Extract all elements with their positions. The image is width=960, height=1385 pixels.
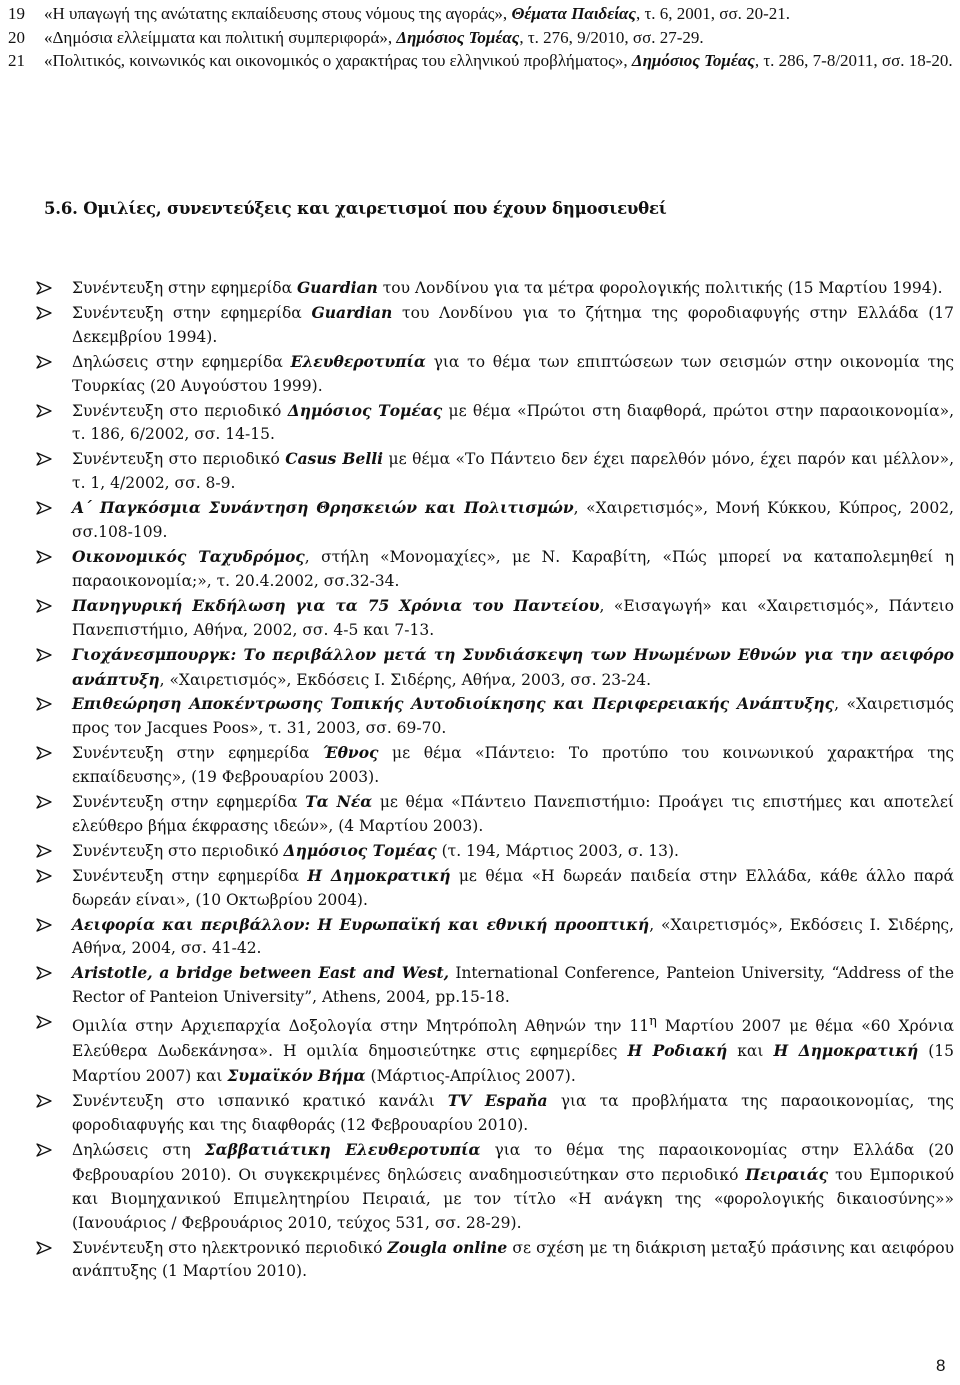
emphasis-text: Αειφορία και περιβάλλον: Η Ευρωπαϊκή και εθνική προοπτική bbox=[72, 914, 650, 934]
body-text: Συνέντευξη στο περιοδικό bbox=[72, 450, 286, 469]
arrow-bullet-icon bbox=[36, 404, 52, 418]
journal-title: Δημόσιος Τομέας bbox=[631, 51, 755, 70]
emphasis-text: Aristotle, a bridge between East and West, bbox=[72, 963, 450, 983]
footnote-text: , τ. 6, 2001, σσ. 20-21. bbox=[635, 4, 791, 23]
arrow-bullet-icon bbox=[36, 746, 52, 760]
body-text: Μαρτίου 2007 με θέμα «60 Χρόνια Ελεύθερα Δωδεκάνησα». Η ομιλία δημοσιεύτηκε στις εφημερίδες bbox=[72, 1017, 954, 1061]
emphasis-text: Συμαϊκόν Βήμα bbox=[227, 1066, 366, 1086]
emphasis-text: Zougla online bbox=[387, 1237, 508, 1257]
footnotes bbox=[8, 2, 953, 73]
body-text: Συνέντευξη στην εφημερίδα bbox=[72, 279, 298, 297]
journal-title: Δημόσιος Τομέας bbox=[396, 27, 520, 47]
footnote-text: «Πολιτικός, κοινωνικός και οικονομικός ο χαρακτήρας του ελληνικού προβλήματος», bbox=[44, 51, 632, 70]
arrow-bullet-icon bbox=[36, 1094, 52, 1108]
footnote-number: 19 bbox=[8, 4, 25, 23]
body-text: για το θέμα της παραοικονομίας στην Ελλάδα (20 Φεβρουαρίου 2010). Οι συγκεκριμένες δηλώσεις αναδημοσιεύτηκαν στο περιοδικό bbox=[72, 1140, 955, 1184]
arrow-bullet-icon bbox=[36, 966, 52, 980]
publication-list bbox=[0, 276, 960, 1284]
list-item bbox=[0, 961, 960, 1010]
emphasis-text: Πανηγυρική Εκδήλωση για τα 75 Χρόνια του Παντείου bbox=[72, 595, 600, 615]
list-item bbox=[0, 276, 960, 301]
body-text: Συνέντευξη στην εφημερίδα bbox=[72, 793, 306, 812]
list-item bbox=[0, 692, 960, 741]
footnote bbox=[8, 26, 953, 50]
footnote-text: , τ. 286, 7-8/2011, σσ. 18-20. bbox=[754, 51, 953, 70]
body-text: Δηλώσεις στην εφημερίδα bbox=[72, 352, 291, 371]
body-text: Συνέντευξη στην εφημερίδα bbox=[72, 744, 323, 763]
list-item bbox=[0, 350, 960, 399]
body-text: Ομιλία στην Αρχιεπαρχία Δοξολογία στην Μητρόπολη Αθηνών την 11 bbox=[72, 1017, 650, 1036]
body-text: (15 Μαρτίου 2007) και bbox=[72, 1042, 954, 1086]
body-text: του Εμπορικού και Βιομηχανικού Επιμελητηρίου Πειραιά, με τον τίτλο «Η ανάγκη της «φορολογικής δικαιοσύνης»» (Ιανουάριος / Φεβρουάριος 2010, τεύχος 531, σσ. 28-29). bbox=[72, 1165, 954, 1232]
body-text: με θέμα «Το Πάντειο δεν έχει παρελθόν μόνο, έχει παρόν και μέλλον», τ. 1, 4/2002, σσ. 8-9. bbox=[72, 450, 955, 493]
arrow-bullet-icon bbox=[36, 1015, 52, 1029]
page-number: 8 bbox=[936, 1356, 946, 1375]
list-item bbox=[0, 1089, 960, 1138]
body-text: (τ. 194, Μάρτιος 2003, σ. 13). bbox=[436, 841, 679, 860]
body-text: , «Εισαγωγή» και «Χαιρετισμός», Πάντειο Πανεπιστήμιο, Αθήνα, 2002, σσ. 4-5 και 7-13. bbox=[72, 596, 954, 639]
arrow-bullet-icon bbox=[36, 844, 52, 858]
emphasis-text: Casus Belli bbox=[285, 449, 384, 469]
emphasis-text: Α΄ Παγκόσμια Συνάντηση Θρησκειών και Πολιτισμών bbox=[72, 498, 574, 518]
emphasis-text: Επιθεώρηση Αποκέντρωσης Τοπικής Αυτοδιοίκησης και Περιφερειακής Ανάπτυξης bbox=[72, 694, 835, 714]
body-text: Συνέντευξη στην εφημερίδα bbox=[72, 866, 308, 885]
body-text: με θέμα «Πάντειο: Το προτύπο του κοινωνικού χαρακτήρα της εκπαίδευσης», (19 Φεβρουαρίου 2003). bbox=[72, 744, 954, 787]
body-text: Συνέντευξη στο ισπανικό κρατικό κανάλι bbox=[72, 1092, 448, 1111]
arrow-bullet-icon bbox=[36, 1241, 52, 1255]
arrow-bullet-icon bbox=[36, 281, 52, 295]
body-text: για τα προβλήματα της παραοικονομίας, της φοροδιαφυγής και της διαφθοράς (12 Φεβρουαρίου 2010). bbox=[72, 1092, 954, 1134]
footnote-number: 20 bbox=[8, 27, 25, 47]
footnote bbox=[8, 2, 953, 26]
arrow-bullet-icon bbox=[36, 795, 52, 809]
list-item bbox=[0, 741, 960, 790]
list-item bbox=[0, 864, 960, 913]
list-item bbox=[0, 496, 960, 545]
footnote-text: «Δημόσια ελλείμματα και πολιτική συμπεριφορά», bbox=[44, 27, 397, 47]
body-text: σε σχέση με τη διάκριση μεταξύ πράσινης και αειφόρου ανάπτυξης (1 Μαρτίου 2010). bbox=[72, 1238, 954, 1281]
footnote bbox=[8, 49, 953, 73]
arrow-bullet-icon bbox=[36, 599, 52, 613]
body-text: Συνέντευξη στο περιοδικό bbox=[72, 401, 288, 420]
body-text: , «Χαιρετισμός», Εκδόσεις Ι. Σιδέρης, Αθήνα, 2004, σσ. 41-42. bbox=[72, 915, 955, 958]
arrow-bullet-icon bbox=[36, 452, 52, 466]
body-text: για το θέμα των επιπτώσεων των σεισμών στην οικονομία της Τουρκίας (20 Αυγούστου 1999). bbox=[72, 352, 955, 395]
list-item bbox=[0, 594, 960, 643]
body-text: , «Χαιρετισμός», Μονή Κύκκου, Κύπρος, 2002, σσ.108-109. bbox=[72, 499, 954, 542]
emphasis-text: Πειραιάς bbox=[745, 1164, 829, 1184]
body-text: και bbox=[727, 1042, 774, 1061]
emphasis-text: Σαββατιάτικη Ελευθεροτυπία bbox=[204, 1139, 481, 1159]
body-text: Δηλώσεις στη bbox=[72, 1140, 205, 1159]
body-text: με θέμα «Η δωρεάν παιδεία στην Ελλάδα, κάθε άλλο παρά δωρεάν είναι», (10 Οκτωβρίου 2004). bbox=[72, 866, 955, 909]
list-item bbox=[0, 447, 960, 496]
emphasis-text: TV Espaňa bbox=[447, 1091, 548, 1111]
body-text: Συνέντευξη στο ηλεκτρονικό περιοδικό bbox=[72, 1238, 388, 1257]
footnote-number: 21 bbox=[8, 51, 25, 70]
body-text: , «Χαιρετισμός προς τον Jacques Poos», τ. 31, 2003, σσ. 69-70. bbox=[72, 695, 954, 738]
list-item bbox=[0, 1236, 960, 1285]
emphasis-text: Ελευθεροτυπία bbox=[290, 351, 426, 371]
arrow-bullet-icon bbox=[36, 306, 52, 320]
arrow-bullet-icon bbox=[36, 1143, 52, 1157]
list-item bbox=[0, 839, 960, 864]
body-text: Συνέντευξη στο περιοδικό bbox=[72, 841, 284, 860]
emphasis-text: Η Ροδιακή bbox=[627, 1041, 728, 1061]
emphasis-text: Γιοχάνεσμπουργκ: Το περιβάλλον μετά τη Συνδιάσκεψη των Ηνωμένων Εθνών για την αειφόρο ανάπτυξη bbox=[72, 644, 954, 689]
emphasis-text: Guardian bbox=[297, 278, 378, 297]
arrow-bullet-icon bbox=[36, 918, 52, 932]
list-item bbox=[0, 643, 960, 693]
emphasis-text: Τα Νέα bbox=[305, 792, 373, 812]
superscript-text: η bbox=[649, 1014, 657, 1030]
footnote-text: «Η υπαγωγή της ανώτατης εκπαίδευσης στους νόμους της αγοράς», bbox=[44, 4, 512, 23]
arrow-bullet-icon bbox=[36, 501, 52, 515]
section-heading: 5.6. Ομιλίες, συνεντεύξεις και χαιρετισμοί που έχουν δημοσιευθεί bbox=[44, 199, 667, 218]
journal-title: Θέματα Παιδείας bbox=[511, 4, 636, 23]
list-item bbox=[0, 913, 960, 962]
body-text: με θέμα «Πρώτοι στη διαφθορά, πρώτοι στην παραοικονομία», τ. 186, 6/2002, σσ. 14-15. bbox=[72, 401, 955, 444]
emphasis-text: Δημόσιος Τομέας bbox=[283, 840, 437, 860]
list-item bbox=[0, 1138, 960, 1236]
arrow-bullet-icon bbox=[36, 648, 52, 662]
body-text: του Λονδίνου για τα μέτρα φορολογικής πολιτικής (15 Μαρτίου 1994). bbox=[377, 279, 943, 297]
list-item bbox=[0, 790, 960, 839]
emphasis-text: Η Δημοκρατική bbox=[307, 865, 451, 885]
emphasis-text: Έθνος bbox=[322, 743, 379, 763]
body-text: (Μάρτιος-Απρίλιος 2007). bbox=[365, 1067, 576, 1086]
list-item bbox=[0, 1010, 960, 1089]
footnote-text: , τ. 276, 9/2010, σσ. 27-29. bbox=[519, 27, 704, 47]
list-item bbox=[0, 545, 960, 594]
body-text: , «Χαιρετισμός», Εκδόσεις Ι. Σιδέρης, Αθήνα, 2003, σσ. 23-24. bbox=[159, 670, 652, 689]
emphasis-text: Δημόσιος Τομέας bbox=[287, 400, 443, 420]
body-text: International Conference, Panteion University, “Address of the Rector of Panteion University”, Athens, 2004, pp.15-18. bbox=[72, 964, 954, 1007]
emphasis-text: Guardian bbox=[311, 302, 393, 322]
arrow-bullet-icon bbox=[36, 869, 52, 883]
emphasis-text: Η Δημοκρατική bbox=[773, 1041, 919, 1061]
body-text: , στήλη «Μονομαχίες», με Ν. Καραβίτη, «Πώς μπορεί να καταπολεμηθεί η παραοικονομία;», τ. 20.4.2002, σσ.32-34. bbox=[72, 547, 955, 590]
list-item bbox=[0, 301, 960, 350]
list-item bbox=[0, 399, 960, 448]
body-text: Συνέντευξη στην εφημερίδα bbox=[72, 303, 312, 322]
body-text: του Λονδίνου για το ζήτημα της φοροδιαφυγής στην Ελλάδα (17 Δεκεμβρίου 1994). bbox=[72, 303, 955, 346]
arrow-bullet-icon bbox=[36, 550, 52, 564]
body-text: με θέμα «Πάντειο Πανεπιστήμιο: Προάγει τις επιστήμες και αποτελεί ελεύθερο βήμα έκφρασης ιδεών», (4 Μαρτίου 2003). bbox=[72, 793, 954, 835]
arrow-bullet-icon bbox=[36, 355, 52, 369]
emphasis-text: Οικονομικός Ταχυδρόμος bbox=[72, 546, 305, 566]
arrow-bullet-icon bbox=[36, 697, 52, 711]
